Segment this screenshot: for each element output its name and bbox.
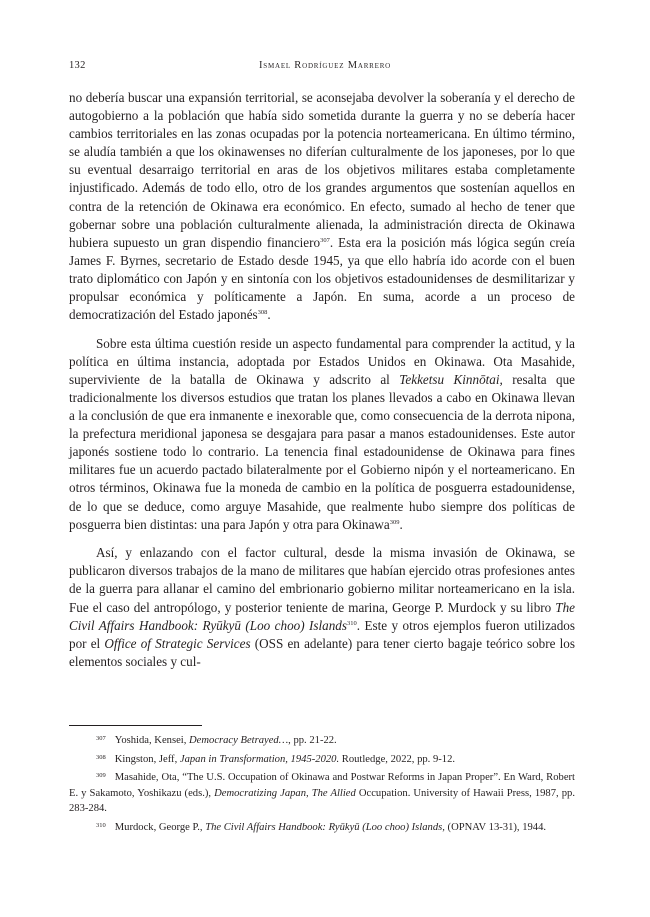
running-head-author — [0, 60, 650, 71]
footnote — [69, 820, 575, 836]
paragraph-1 — [69, 89, 575, 324]
footnote — [69, 752, 575, 768]
paragraph-text: no debería buscar una expansión territorial, se aconsejaba devolver la soberanía y el derecho de autogobierno a la población que había sido sometida durante la guerra y no se debería hacer cambios territoriales en las zonas ocupadas por la potencia norteamericana. En último término, se aludía también a que los okinawenses no diferían culturalmente de los japoneses, por lo que su eventual desarraigo territorial en aras de los objetivos militares estaba completamente injustificado. Además de todo ello, otro de los grandes argumentos que sostenían aquellos en contra de la retención de Okinawa era económico. En efecto, sumado al hecho de tener que gobernar sobre una población culturalmente alienada, la administración directa de Okinawa hubiera supuesto un gran dispendio financiero — [69, 90, 575, 250]
footnote-title: Japan in Transformation, 1945-2020. — [179, 753, 340, 765]
paragraph-text: . Este y otros ejemplos fueron utilizados por el — [69, 617, 575, 651]
footnote-text: Routledge, 2022, pp. 9-12. — [339, 753, 456, 765]
book-title: The Civil Affairs Handbook: Ryūkyū (Loo choo) Islands — [69, 599, 575, 633]
footnote-text: (OPNAV 13-31), 1944. — [444, 821, 547, 833]
footnote-text: Masahide, Ota, “The U.S. Occupation of Okinawa and Postwar Reforms in Japan Proper”. En Ward, Robert E. y Sakamoto, Yoshikazu (eds.), — [69, 772, 575, 799]
main-text — [69, 89, 575, 681]
paragraph-text: . — [399, 516, 403, 532]
paragraph-text: . — [267, 307, 271, 323]
footnote-ref: 307 — [320, 236, 330, 244]
footnote-title: Democratizing Japan, The Allied — [214, 787, 356, 799]
footnotes — [69, 733, 575, 838]
footnote-divider — [69, 725, 202, 726]
footnote — [69, 770, 575, 817]
paragraph-text: (OSS en adelante) para tener cierto bagaje teórico sobre los elementos sociales y cul- — [69, 635, 575, 669]
footnote-text: Occupation. University of Hawaii Press, 1987, pp. 283-284. — [69, 787, 575, 814]
footnote-text: Kingston, Jeff, — [114, 753, 180, 765]
footnote — [69, 733, 575, 749]
footnote-title: Democracy Betrayed… — [189, 735, 289, 746]
footnote-text: , pp. 21-22. — [288, 735, 337, 746]
paragraph-text: Sobre esta última cuestión reside un aspecto fundamental para comprender la actitud, y la política en última instancia, adoptada por Estados Unidos en Okinawa. Ota Masahide, superviviente de la batalla de Okinawa y adscrito al — [69, 335, 575, 387]
page-number: 132 — [69, 60, 86, 71]
paragraph-3 — [69, 544, 575, 671]
organization-name: Office of Strategic Services — [104, 635, 251, 651]
italic-term: Tekketsu Kinnōtai, — [399, 371, 503, 387]
author-last-name: Rodríguez Marrero — [294, 60, 392, 71]
footnote-ref: 309 — [389, 518, 400, 526]
paragraph-text: resalta que tradicionalmente los diversos estudios que tratan los planes llevados a cabo en Okinawa llevan a la conclusión de que era inmanente e inexorable que, como consecuencia de la derrota nipona, la prefectura meridional japonesa se desgajara para pasar a manos estadounidenses. Este autor japonés sostiene todo lo contrario. La tenencia final estadounidense de Okinawa para fines militares fue un acuerdo pactado bilateralmente por el Gobierno nipón y el norteamericano. En otros términos, Okinawa fue la moneda de cambio en la política de posguerra estadounidense, de lo que se deduce, como arguye Masahide, que realmente hubo siempre dos políticas de posguerra bien distintas: una para Japón y otra para Okinawa — [69, 371, 575, 532]
footnote-number: 309 — [96, 772, 106, 779]
author-first-name: Ismael — [258, 60, 291, 71]
footnote-number: 307 — [96, 735, 106, 742]
paragraph-text: . Esta era la posición más lógica según creía James F. Byrnes, secretario de Estado desde 1945, ya que ello habría ido acorde con el buen trato diplomático con Japón y en sintonía con los objetivos estadounidenses de desmilitarizar y propulsar económica y políticamente a Japón. En suma, acorde a un proceso de democratización del Estado japonés — [69, 234, 576, 323]
footnote-ref: 308 — [257, 309, 268, 317]
footnote-text: Murdock, George P., — [114, 821, 206, 833]
footnote-title: The Civil Affairs Handbook: Ryūkyū (Loo choo) Islands, — [205, 821, 445, 833]
footnote-number: 310 — [96, 821, 106, 829]
footnote-number: 308 — [96, 753, 106, 761]
footnote-text: Yoshida, Kensei, — [114, 735, 190, 746]
paragraph-text: Así, y enlazando con el factor cultural, desde la misma invasión de Okinawa, se publicaron diversos trabajos de la mano de militares que habían ejercido otras profesiones antes de la guerra para allanar el camino del embrionario gobierno militar norteamericano en la isla. Fue el caso del antropólogo, y posterior teniente de marina, George P. Murdock y su libro — [69, 545, 575, 615]
paragraph-2 — [69, 335, 575, 534]
footnote-ref: 310 — [347, 619, 357, 627]
